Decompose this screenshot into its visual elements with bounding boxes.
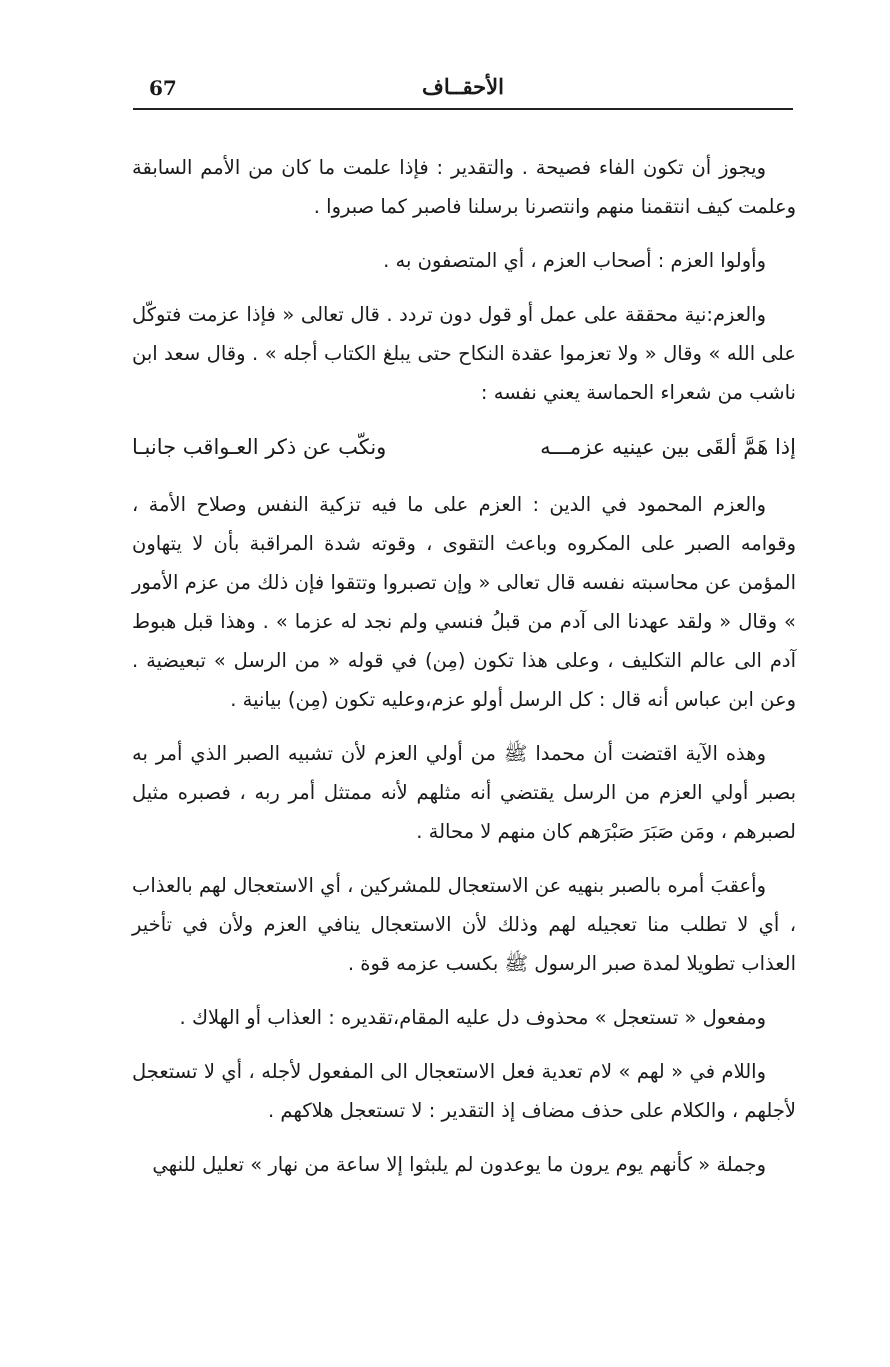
paragraph: وجملة « كأنهم يوم يرون ما يوعدون لم يلبثوا إلا ساعة من نهار » تعليل للنهي [152, 1153, 766, 1176]
paragraph: وهذه الآية اقتضت أن محمدا ﷺ من أولي العزم لأن تشبيه الصبر الذي أمر به بصبر أولي العزم من الرسل يقتضي أنه مثلهم لأنه ممتثل أمر ربه ، فصبره مثيل لصبرهم ، ومَن صَبَرَ صَبْرَهم كان منهم لا محالة . [132, 742, 796, 843]
body-text [132, 148, 796, 1199]
paragraph: والعزم:نية محققة على عمل أو قول دون تردد . قال تعالى « فإذا عزمت فتوكّل على الله » وقال « ولا تعزموا عقدة النكاح حتى يبلغ الكتاب أجله » . وقال سعد ابن ناشب من شعراء الحماسة يعني نفسه : [132, 303, 796, 404]
paragraph: وأولوا العزم : أصحاب العزم ، أي المتصفون به . [383, 249, 766, 272]
paragraph: ومفعول « تستعجل » محذوف دل عليه المقام،تقديره : العذاب أو الهلاك . [179, 1006, 766, 1029]
paragraph: واللام في « لهم » لام تعدية فعل الاستعجال الى المفعول لأجله ، أي لا تستعجل لأجلهم ، والكلام على حذف مضاف إذ التقدير : لا تستعجل هلاكهم . [132, 1060, 796, 1122]
verse-second-hemistich: ونكّب عن ذكر العـواقب جانبـا [132, 435, 387, 459]
paragraph: ويجوز أن تكون الفاء فصيحة . والتقدير : فإذا علمت ما كان من الأمم السابقة وعلمت كيف انتقمنا منهم وانتصرنا برسلنا فاصبر كما صبروا . [132, 156, 796, 218]
verse-first-hemistich: إذا هَمَّ ألقَى بين عينيه عزمـــه [540, 435, 796, 459]
paragraph: وأعقبَ أمره بالصبر بنهيه عن الاستعجال للمشركين ، أي الاستعجال لهم بالعذاب ، أي لا تطلب منا تعجيله لهم وذلك لأن الاستعجال ينافي العزم ولأن في تأخير العذاب تطويلا لمدة صبر الرسول ﷺ بكسب عزمه قوة . [132, 874, 796, 975]
page-header [133, 70, 793, 110]
paragraph: والعزم المحمود في الدين : العزم على ما فيه تزكية النفس وصلاح الأمة ، وقوامه الصبر على المكروه وباعث التقوى ، وقوته شدة المراقبة بأن لا يتهاون المؤمن عن محاسبته نفسه قال تعالى « وإن تصبروا وتتقوا فإن ذلك من عزم الأمور » وقال « ولقد عهدنا الى آدم من قبلُ فنسي ولم نجد له عزما » . وهذا قبل هبوط آدم الى عالم التكليف ، وعلى هذا تكون (مِن) في قوله « من الرسل » تبعيضية . وعن ابن عباس أنه قال : كل الرسل أولو عزم،وعليه تكون (مِن) بيانية . [132, 493, 796, 711]
poetry-verse [132, 427, 796, 467]
page-number: 67 [149, 76, 177, 100]
running-title: الأحقــاف [422, 74, 504, 99]
